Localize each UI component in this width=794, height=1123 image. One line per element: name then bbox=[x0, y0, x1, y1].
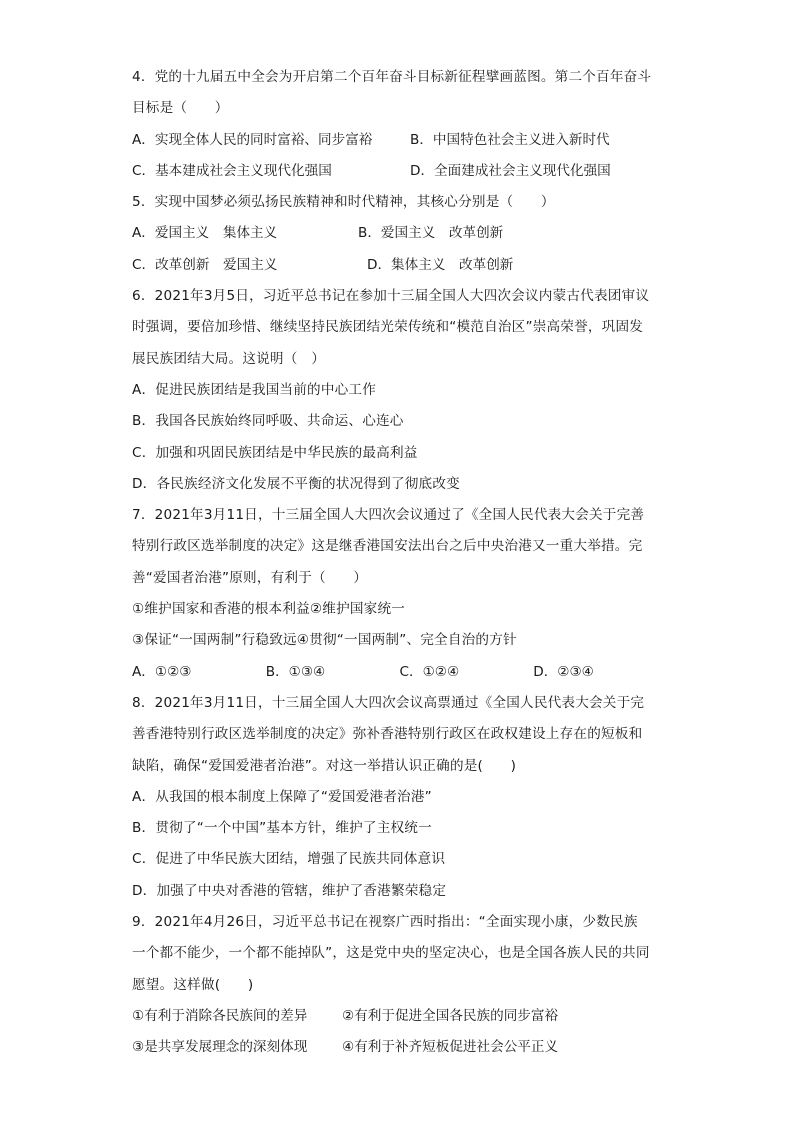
q8-stem-line3: 缺陷，确保“爱国爱港者治港”。对这一举措认识正确的是( ) bbox=[132, 757, 517, 774]
q9-statement-3: ③是共享发展理念的深刻体现 bbox=[132, 1039, 308, 1056]
q5-option-c: C．改革创新 爱国主义 bbox=[132, 256, 278, 273]
q4-option-c: C．基本建成社会主义现代化强国 bbox=[132, 162, 332, 179]
q6-stem-line1: 6．2021年3月5日，习近平总书记在参加十三届全国人大四次会议内蒙古代表团审议 bbox=[132, 288, 650, 305]
q7-statement-line1: ①维护国家和香港的根本利益②维护国家统一 bbox=[132, 601, 406, 618]
q4-option-d: D．全面建成社会主义现代化强国 bbox=[410, 162, 611, 179]
q9-stem-line2: 一个都不能少，一个都不能掉队”，这是党中央的坚定决心，也是全国各族人民的共同 bbox=[132, 945, 650, 962]
q7-stem-line1: 7．2021年3月11日，十三届全国人大四次会议通过了《全国人民代表大会关于完善 bbox=[132, 507, 645, 524]
q7-option-a: A．①②③ bbox=[132, 663, 192, 680]
q4-stem-line1: 4．党的十九届五中全会为开启第二个百年奋斗目标新征程擘画蓝图。第二个百年奋斗 bbox=[132, 69, 652, 85]
q6-option-d: D．各民族经济文化发展不平衡的状况得到了彻底改变 bbox=[132, 475, 460, 492]
q6-option-b: B．我国各民族始终同呼吸、共命运、心连心 bbox=[132, 413, 404, 430]
q9-statements-row1 bbox=[132, 1001, 667, 1032]
exam-page bbox=[132, 62, 667, 1064]
q6-option-c: C．加强和巩固民族团结是中华民族的最高利益 bbox=[132, 444, 418, 461]
q9-stem-line1: 9．2021年4月26日，习近平总书记在视察广西时指出：“全面实现小康，少数民族 bbox=[132, 914, 638, 931]
q6-option-a: A．促进民族团结是我国当前的中心工作 bbox=[132, 381, 376, 398]
q8-stem-line2: 善香港特别行政区选举制度的决定》弥补香港特别行政区在政权建设上存在的短板和 bbox=[132, 726, 643, 743]
q7-stem-line2: 特别行政区选举制度的决定》这是继香港国安法出台之后中央治港又一重大举措。完 bbox=[132, 538, 643, 555]
q5-stem-line1: 5．实现中国梦必须弘扬民族精神和时代精神，其核心分别是（ ） bbox=[132, 194, 555, 211]
q5-options-row1 bbox=[132, 218, 667, 249]
q4-options-row1 bbox=[132, 125, 667, 156]
q7-options-row bbox=[132, 657, 667, 688]
q7-option-d: D．②③④ bbox=[533, 663, 594, 680]
q8-option-d: D．加强了中央对香港的管辖，维护了香港繁荣稳定 bbox=[132, 882, 447, 899]
q9-statement-4: ④有利于补齐短板促进社会公平正义 bbox=[342, 1039, 559, 1056]
q7-option-c: C．①②④ bbox=[399, 663, 460, 680]
q9-statement-1: ①有利于消除各民族间的差异 bbox=[132, 1007, 308, 1024]
q5-options-row2 bbox=[132, 250, 667, 281]
q8-option-c: C．促进了中华民族大团结，增强了民族共同体意识 bbox=[132, 851, 446, 868]
q6-stem-line3: 展民族团结大局。这说明（ ） bbox=[132, 350, 326, 367]
q4-stem-line2: 目标是（ ） bbox=[132, 100, 229, 117]
q8-option-a: A．从我国的根本制度上保障了“爱国爱港者治港” bbox=[132, 788, 432, 805]
q9-statement-2: ②有利于促进全国各民族的同步富裕 bbox=[342, 1007, 559, 1024]
q7-stem-line3: 善“爱国者治港”原则，有利于（ ） bbox=[132, 569, 368, 586]
q5-option-b: B．爱国主义 改革创新 bbox=[358, 225, 504, 242]
q5-option-d: D．集体主义 改革创新 bbox=[367, 256, 514, 273]
q6-stem-line2: 时强调，要倍加珍惜、继续坚持民族团结光荣传统和“模范自治区”崇高荣誉，巩固发 bbox=[132, 319, 644, 336]
q4-option-a: A．实现全体人民的同时富裕、同步富裕 bbox=[132, 131, 373, 148]
q4-options-row2 bbox=[132, 156, 667, 187]
q9-stem-line3: 愿望。这样做( ) bbox=[132, 976, 254, 993]
q8-option-b: B．贯彻了“一个中国”基本方针，维护了主权统一 bbox=[132, 820, 432, 837]
q9-statements-row2 bbox=[132, 1032, 667, 1063]
q7-option-b: B．①③④ bbox=[265, 663, 326, 680]
q4-option-b: B．中国特色社会主义进入新时代 bbox=[410, 131, 610, 148]
q7-statement-line2: ③保证“一国两制”行稳致远④贯彻“一国两制”、完全自治的方针 bbox=[132, 632, 517, 649]
q8-stem-line1: 8．2021年3月11日，十三届全国人大四次会议高票通过《全国人民代表大会关于完 bbox=[132, 694, 645, 711]
q5-option-a: A．爱国主义 集体主义 bbox=[132, 225, 278, 242]
